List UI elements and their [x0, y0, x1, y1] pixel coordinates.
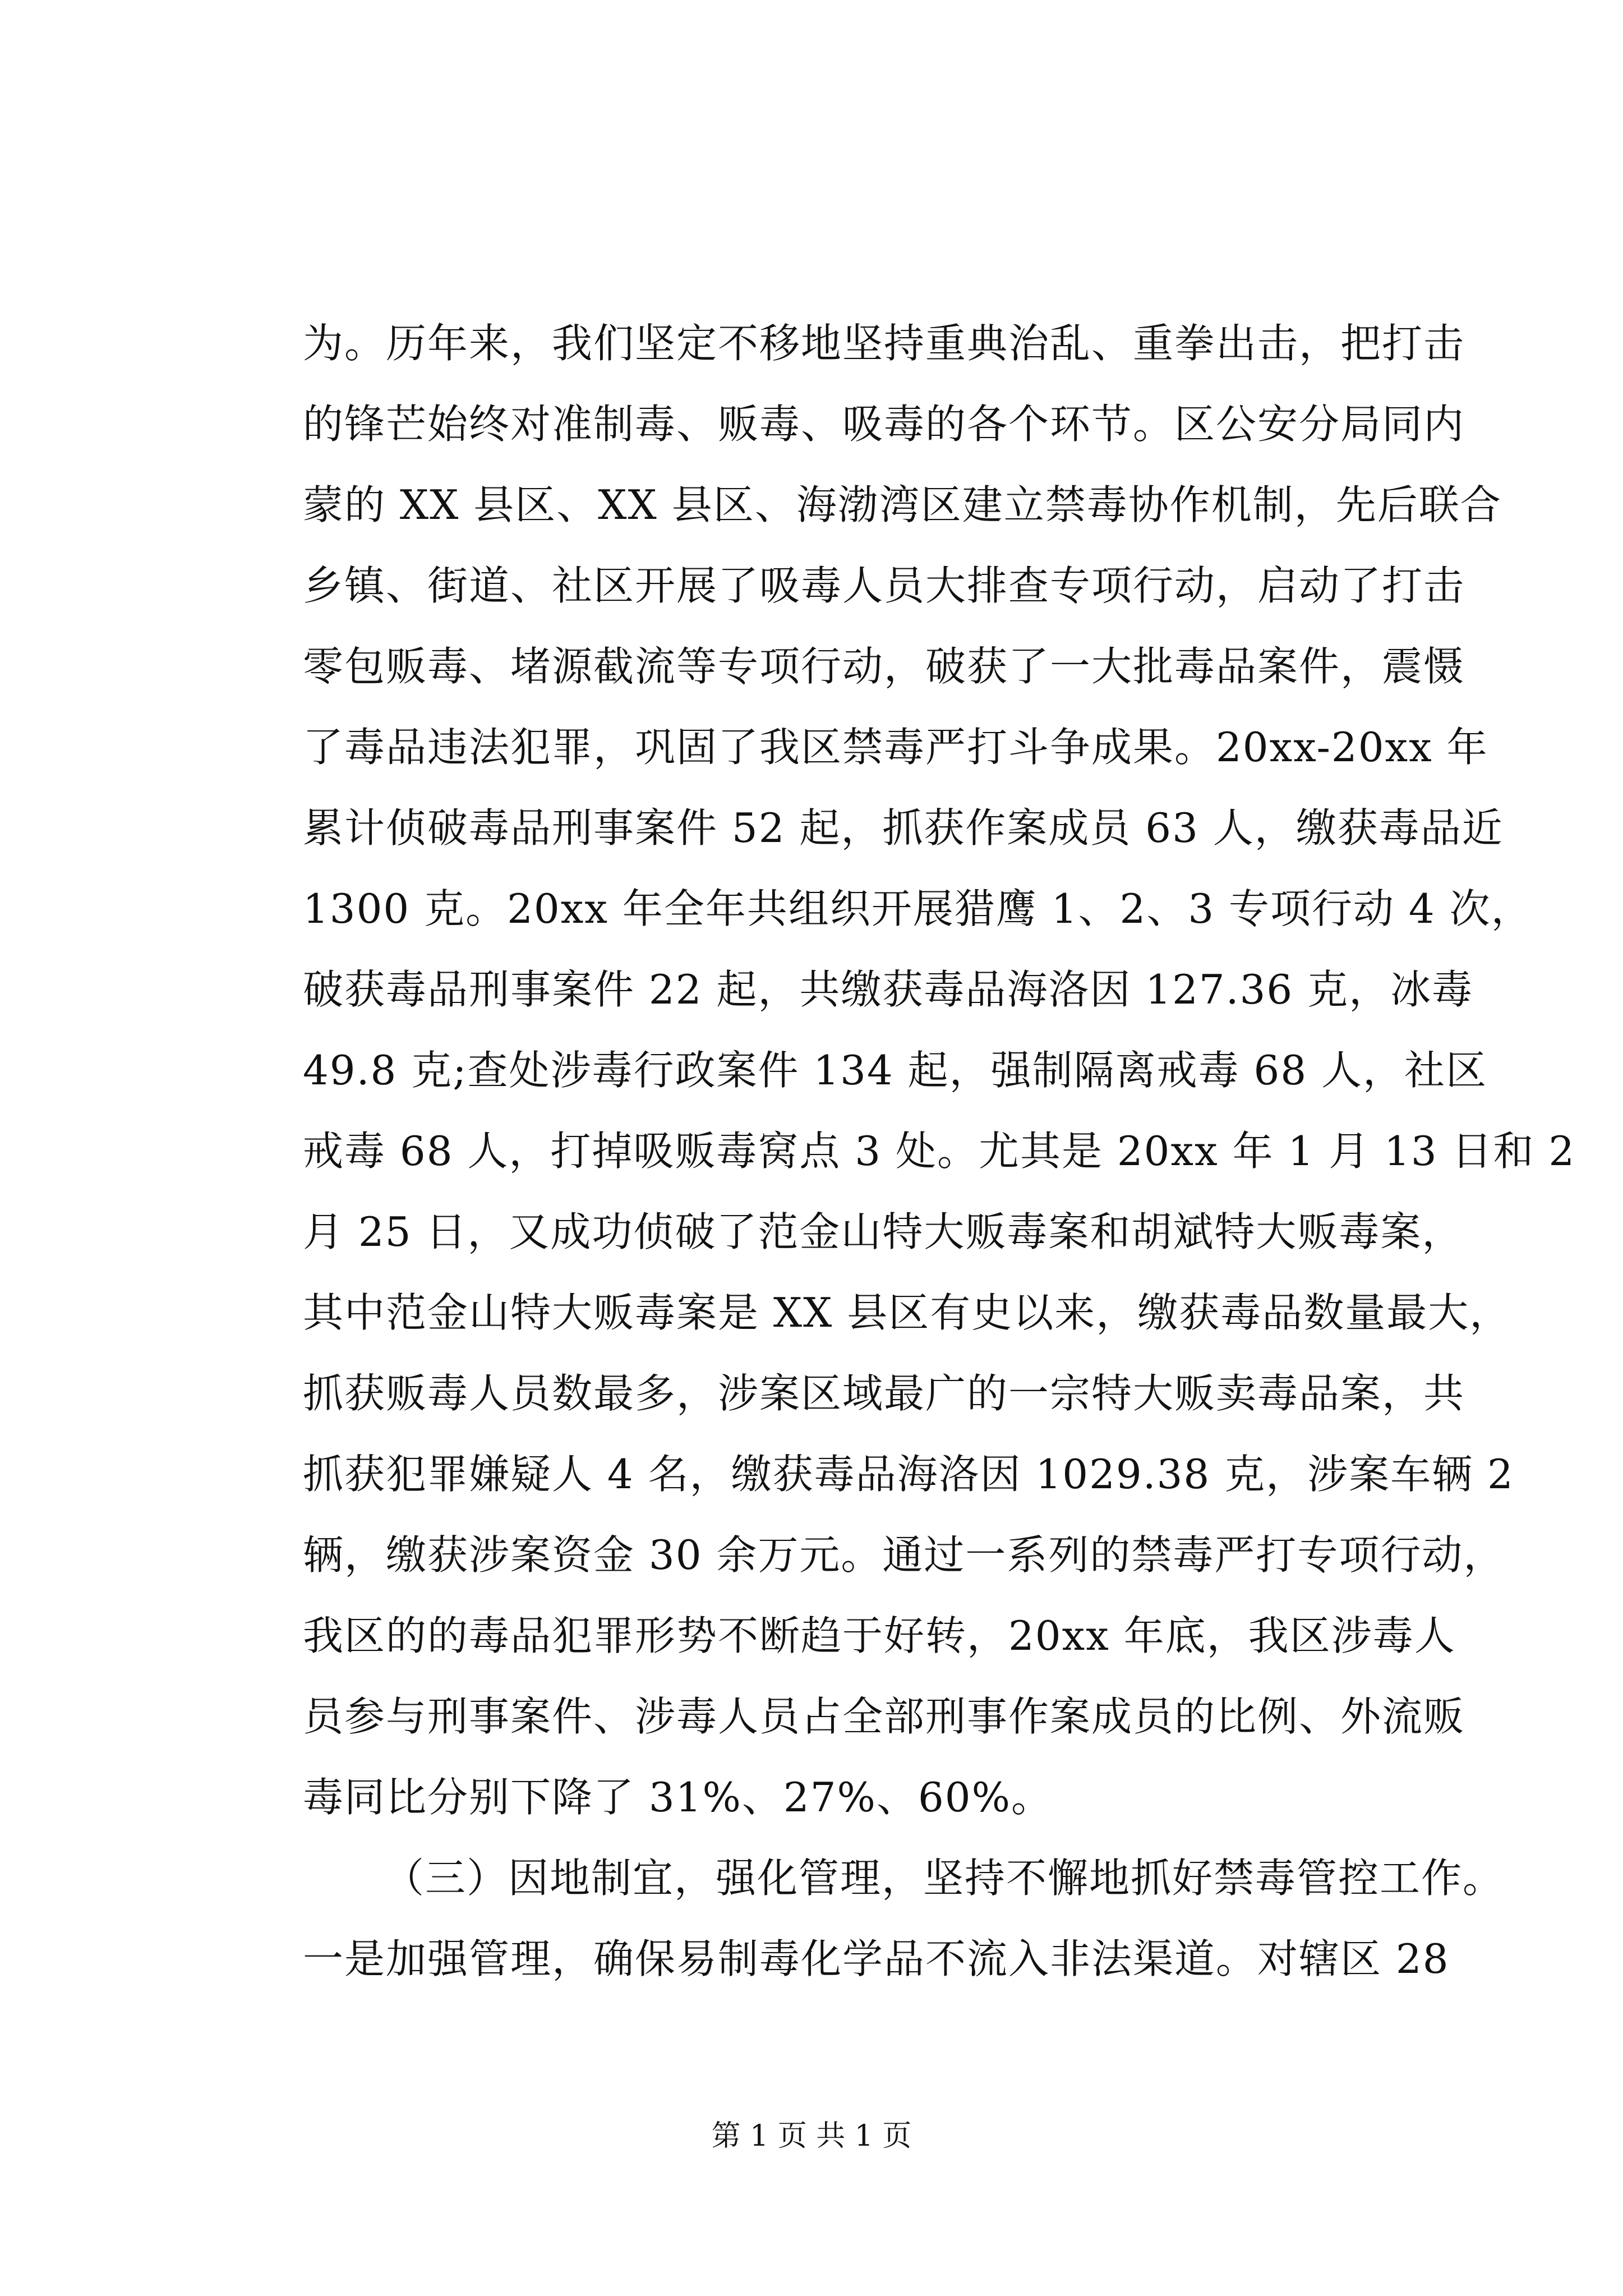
text-line: 的锋芒始终对准制毒、贩毒、吸毒的各个环节。区公安分局同内 — [303, 401, 1465, 448]
text-line: 蒙的 XX 县区、XX 县区、海渤湾区建立禁毒协作机制，先后联合 — [303, 481, 1502, 528]
text-line: 49.8 克;查处涉毒行政案件 134 起，强制隔离戒毒 68 人，社区 — [303, 1047, 1488, 1094]
body-text — [303, 303, 1576, 1999]
text-line: 我区的的毒品犯罪形势不断趋于好转，20xx 年底，我区涉毒人 — [303, 1612, 1456, 1659]
text-line: 一是加强管理，确保易制毒化学品不流入非法渠道。对辖区 28 — [303, 1935, 1450, 1982]
text-line: 破获毒品刑事案件 22 起，共缴获毒品海洛因 127.36 克，冰毒 — [303, 966, 1474, 1013]
text-line: 乡镇、街道、社区开展了吸毒人员大排查专项行动，启动了打击 — [303, 562, 1465, 609]
text-line: 月 25 日，又成功侦破了范金山特大贩毒案和胡斌特大贩毒案， — [303, 1208, 1464, 1255]
text-line: 戒毒 68 人，打掉吸贩毒窝点 3 处。尤其是 20xx 年 1 月 13 日和 2 — [303, 1128, 1576, 1175]
text-line: 毒同比分别下降了 31%、27%、60%。 — [303, 1774, 1053, 1821]
text-line: 辆，缴获涉案资金 30 余万元。通过一系列的禁毒严打专项行动， — [303, 1531, 1505, 1579]
text-line: 抓获犯罪嫌疑人 4 名，缴获毒品海洛因 1029.38 克，涉案车辆 2 — [303, 1451, 1514, 1498]
text-line: 了毒品违法犯罪，巩固了我区禁毒严打斗争成果。20xx-20xx 年 — [303, 724, 1488, 771]
section-heading-line: （三）因地制宜，强化管理，坚持不懈地抓好禁毒管控工作。 — [384, 1855, 1505, 1902]
text-line: 员参与刑事案件、涉毒人员占全部刑事作案成员的比例、外流贩 — [303, 1693, 1465, 1740]
text-line: 1300 克。20xx 年全年共组织开展猎鹰 1、2、3 专项行动 4 次， — [303, 885, 1533, 932]
text-line: 为。历年来，我们坚定不移地坚持重典治乱、重拳出击，把打击 — [303, 320, 1465, 367]
text-line: 累计侦破毒品刑事案件 52 起，抓获作案成员 63 人，缴获毒品近 — [303, 804, 1504, 852]
text-line: 零包贩毒、堵源截流等专项行动，破获了一大批毒品案件，震慑 — [303, 643, 1465, 690]
page-footer: 第 1 页 共 1 页 — [711, 2119, 912, 2153]
text-line: 抓获贩毒人员数最多，涉案区域最广的一宗特大贩卖毒品案，共 — [303, 1370, 1465, 1417]
text-line: 其中范金山特大贩毒案是 XX 县区有史以来，缴获毒品数量最大， — [303, 1289, 1511, 1336]
